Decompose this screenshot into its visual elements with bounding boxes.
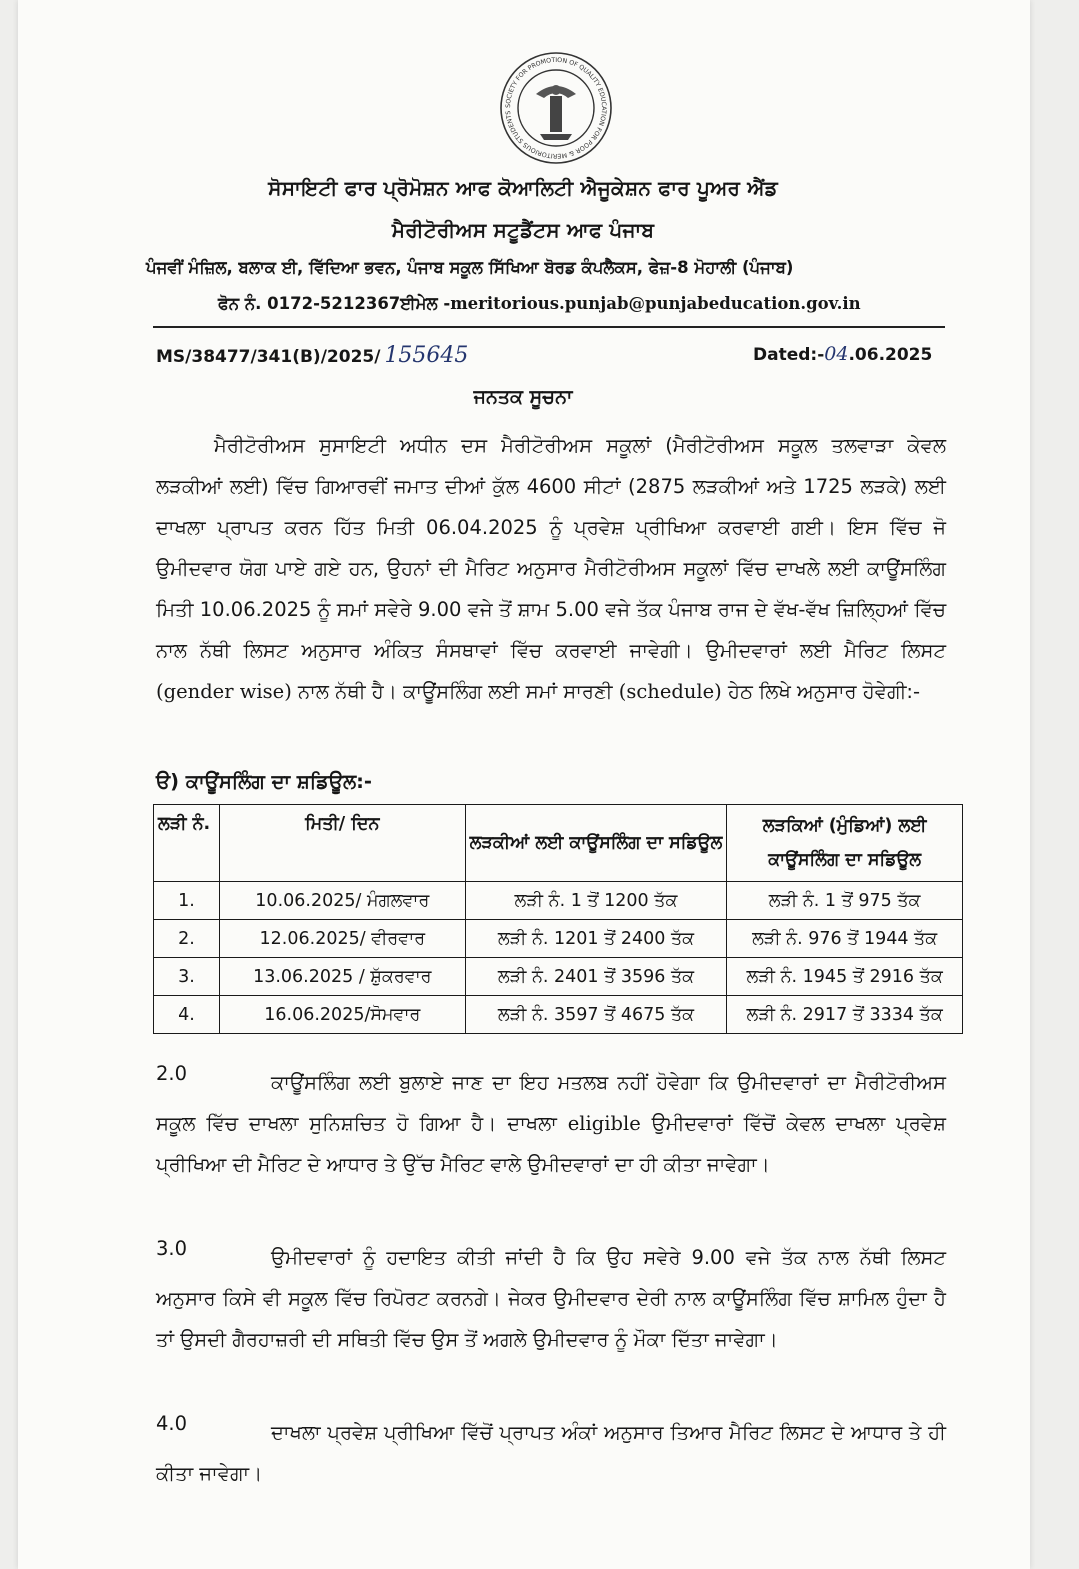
para1-gender: (gender wise) bbox=[156, 680, 292, 703]
table-row bbox=[154, 996, 963, 1034]
notice-paragraph-1 bbox=[156, 425, 946, 712]
table-row bbox=[154, 958, 963, 996]
section-2-eligible: eligible bbox=[567, 1112, 641, 1135]
cell-date: 13.06.2025 / ਸ਼ੁੱਕਰਵਾਰ bbox=[219, 958, 465, 996]
section-3-text: ਉਮੀਦਵਾਰਾਂ ਨੂੰ ਹਦਾਇਤ ਕੀਤੀ ਜਾਂਦੀ ਹੈ ਕਿ ਉਹ ਸਵੇਰੇ 9.00 ਵਜੇ ਤੱਕ ਨਾਲ ਨੱਥੀ ਲਿਸਟ ਅਨੁਸਾਰ ਕਿਸੇ ਵੀ ਸਕੂਲ ਵਿੱਚ ਰਿਪੋਰਟ ਕਰਨਗੇ। ਜੇਕਰ ਉਮੀਦਵਾਰ ਦੇਰੀ ਨਾਲ ਕਾਊਂਸਲਿੰਗ ਵਿੱਚ ਸ਼ਾਮਿਲ ਹੁੰਦਾ ਹੈ ਤਾਂ ਉਸਦੀ ਗੈਰਹਾਜ਼ਰੀ ਦੀ ਸਥਿਤੀ ਵਿੱਚ ਉਸ ਤੋਂ ਅਗਲੇ ਉਮੀਦਵਾਰ ਨੂੰ ਮੌਕਾ ਦਿੱਤਾ ਜਾਵੇਗਾ। bbox=[156, 1246, 946, 1351]
notice-title: ਜਨਤਕ ਸੂਚਨਾ bbox=[473, 386, 573, 408]
cell-serial: 3. bbox=[154, 958, 220, 996]
org-name-line2: ਮੈਰੀਟੋਰੀਅਸ ਸਟੂਡੈਂਟਸ ਆਫ ਪੰਜਾਬ bbox=[391, 218, 655, 242]
dated-printed: .06.2025 bbox=[848, 345, 933, 365]
col-date-day: ਮਿਤੀ/ ਦਿਨ bbox=[219, 805, 465, 882]
cell-serial: 1. bbox=[154, 882, 220, 920]
logo-ring-text: SOCIETY FOR PROMOTION OF QUALITY EDUCATION FOR POOR & MERITORIOUS STUDENTS bbox=[504, 56, 608, 160]
cell-date: 16.06.2025/ਸੋਮਵਾਰ bbox=[219, 996, 465, 1034]
org-address: ਪੰਜਵੀਂ ਮੰਜ਼ਿਲ, ਬਲਾਕ ਈ, ਵਿੱਦਿਆ ਭਵਨ, ਪੰਜਾਬ ਸਕੂਲ ਸਿੱਖਿਆ ਬੋਰਡ ਕੰਪਲੈਕਸ, ਫੇਜ਼-8 ਮੋਹਾਲੀ (ਪੰਜਾਬ) bbox=[146, 258, 794, 277]
cell-girls: ਲੜੀ ਨੰ. 1201 ਤੋਂ 2400 ਤੱਕ bbox=[465, 920, 727, 958]
cell-date: 12.06.2025/ ਵੀਰਵਾਰ bbox=[219, 920, 465, 958]
document-page bbox=[18, 0, 1030, 1569]
cell-boys: ਲੜੀ ਨੰ. 1945 ਤੋਂ 2916 ਤੱਕ bbox=[727, 958, 963, 996]
col-girls-schedule: ਲੜਕੀਆਂ ਲਈ ਕਾਊਂਸਲਿੰਗ ਦਾ ਸਡਿਊਲ bbox=[465, 805, 727, 882]
phone-label: ਫੋਨ ਨੰ. 0172-5212367ਈਮੇਲ - bbox=[218, 294, 451, 313]
email-address: meritorious.punjab@punjabeducation.gov.in bbox=[450, 294, 861, 313]
col-serial: ਲੜੀ ਨੰ. bbox=[154, 805, 220, 882]
section-2-text-b: ਉਮੀਦਵਾਰਾਂ ਵਿੱਚੋਂ ਕੇਵਲ ਦਾਖਲਾ ਪ੍ਰਵੇਸ਼ ਪ੍ਰੀਖਿਆ ਦੀ ਮੈਰਿਟ ਦੇ ਆਧਾਰ ਤੇ ਉੱਚ ਮੈਰਿਟ ਵਾਲੇ ਉਮੀਦਵਾਰਾਂ ਦਾ ਹੀ ਕੀਤਾ ਜਾਵੇਗਾ। bbox=[156, 1112, 946, 1176]
table-header-row bbox=[154, 805, 963, 882]
org-name-line1: ਸੋਸਾਇਟੀ ਫਾਰ ਪ੍ਰੋਮੋਸ਼ਨ ਆਫ ਕੋਆਲਿਟੀ ਐਜੂਕੇਸ਼ਨ ਫਾਰ ਪੂਅਰ ਐਂਡ bbox=[268, 176, 778, 200]
cell-date: 10.06.2025/ ਮੰਗਲਵਾਰ bbox=[219, 882, 465, 920]
reference-printed: MS/38477/341(B)/2025/ bbox=[156, 347, 381, 367]
section-2-text bbox=[156, 1062, 946, 1185]
dated-label: Dated:- bbox=[753, 345, 825, 365]
contact-line bbox=[218, 294, 861, 314]
cell-boys: ਲੜੀ ਨੰ. 1 ਤੋਂ 975 ਤੱਕ bbox=[727, 882, 963, 920]
reference-number bbox=[156, 343, 468, 368]
counselling-schedule-table bbox=[153, 804, 963, 1034]
table-row bbox=[154, 882, 963, 920]
table-row bbox=[154, 920, 963, 958]
section-4-text: ਦਾਖਲਾ ਪ੍ਰਵੇਸ਼ ਪ੍ਰੀਖਿਆ ਵਿੱਚੋਂ ਪ੍ਰਾਪਤ ਅੰਕਾਂ ਅਨੁਸਾਰ ਤਿਆਰ ਮੈਰਿਟ ਲਿਸਟ ਦੇ ਆਧਾਰ ਤੇ ਹੀ ਕੀਤਾ ਜਾਵੇਗਾ। bbox=[156, 1421, 946, 1485]
cell-girls: ਲੜੀ ਨੰ. 1 ਤੋਂ 1200 ਤੱਕ bbox=[465, 882, 727, 920]
cell-boys: ਲੜੀ ਨੰ. 2917 ਤੋਂ 3334 ਤੱਕ bbox=[727, 996, 963, 1034]
para1-text-b: ਨਾਲ ਨੱਥੀ ਹੈ। ਕਾਊਂਸਲਿੰਗ ਲਈ ਸਮਾਂ ਸਾਰਣੀ bbox=[291, 680, 619, 703]
para1-text-c: ਹੇਠ ਲਿਖੇ ਅਨੁਸਾਰ ਹੋਵੇਗੀ:- bbox=[721, 680, 921, 703]
para1-schedule: (schedule) bbox=[618, 680, 722, 703]
section-2-text-a: ਕਾਊਂਸਲਿੰਗ ਲਈ ਬੁਲਾਏ ਜਾਣ ਦਾ ਇਹ ਮਤਲਬ ਨਹੀਂ ਹੋਵੇਗਾ ਕਿ ਉਮੀਦਵਾਰਾਂ ਦਾ ਮੈਰੀਟੋਰੀਅਸ ਸਕੂਲ ਵਿੱਚ ਦਾਖਲਾ ਸੁਨਿਸ਼ਚਿਤ ਹੋ ਗਿਆ ਹੈ। ਦਾਖਲਾ bbox=[156, 1071, 946, 1135]
section-number-2: 2.0 bbox=[156, 1062, 188, 1085]
section-number-4: 4.0 bbox=[156, 1412, 188, 1435]
dated bbox=[753, 343, 932, 365]
dated-handwritten-day: 04 bbox=[824, 343, 849, 365]
col-boys-schedule: ਲੜਕਿਆਂ (ਮੁੰਡਿਆਂ) ਲਈ ਕਾਊਂਸਲਿੰਗ ਦਾ ਸਡਿਊਲ bbox=[727, 805, 963, 882]
reference-handwritten: 155645 bbox=[384, 343, 469, 368]
cell-girls: ਲੜੀ ਨੰ. 3597 ਤੋਂ 4675 ਤੱਕ bbox=[465, 996, 727, 1034]
schedule-heading: ੳ) ਕਾਊਂਸਲਿੰਗ ਦਾ ਸ਼ਡਿਊਲ:- bbox=[156, 770, 373, 793]
cell-girls: ਲੜੀ ਨੰ. 2401 ਤੋਂ 3596 ਤੱਕ bbox=[465, 958, 727, 996]
cell-serial: 4. bbox=[154, 996, 220, 1034]
society-emblem-icon bbox=[498, 50, 614, 166]
header-divider bbox=[153, 326, 945, 328]
cell-serial: 2. bbox=[154, 920, 220, 958]
cell-boys: ਲੜੀ ਨੰ. 976 ਤੋਂ 1944 ਤੱਕ bbox=[727, 920, 963, 958]
para1-text-a: ਮੈਰੀਟੋਰੀਅਸ ਸੁਸਾਇਟੀ ਅਧੀਨ ਦਸ ਮੈਰੀਟੋਰੀਅਸ ਸਕੂਲਾਂ (ਮੈਰੀਟੋਰੀਅਸ ਸਕੂਲ ਤਲਵਾੜਾ ਕੇਵਲ ਲੜਕੀਆਂ ਲਈ) ਵਿੱਚ ਗਿਆਰਵੀਂ ਜਮਾਤ ਦੀਆਂ ਕੁੱਲ 4600 ਸੀਟਾਂ (2875 ਲੜਕੀਆਂ ਅਤੇ 1725 ਲੜਕੇ) ਲਈ ਦਾਖਲਾ ਪ੍ਰਾਪਤ ਕਰਨ ਹਿੱਤ ਮਿਤੀ 06.04.2025 ਨੂੰ ਪ੍ਰਵੇਸ਼ ਪ੍ਰੀਖਿਆ ਕਰਵਾਈ ਗਈ। ਇਸ ਵਿੱਚ ਜੋ ਉਮੀਦਵਾਰ ਯੋਗ ਪਾਏ ਗਏ ਹਨ, ਉਹਨਾਂ ਦੀ ਮੈਰਿਟ ਅਨੁਸਾਰ ਮੈਰੀਟੋਰੀਅਸ ਸਕੂਲਾਂ ਵਿੱਚ ਦਾਖਲੇ ਲਈ ਕਾਊਂਸਲਿੰਗ ਮਿਤੀ 10.06.2025 ਨੂੰ ਸਮਾਂ ਸਵੇਰੇ 9.00 ਵਜੇ ਤੋਂ ਸ਼ਾਮ 5.00 ਵਜੇ ਤੱਕ ਪੰਜਾਬ ਰਾਜ ਦੇ ਵੱਖ-ਵੱਖ ਜ਼ਿਲ੍ਹਿਆਂ ਵਿੱਚ ਨਾਲ ਨੱਥੀ ਲਿਸਟ ਅਨੁਸਾਰ ਅੰਕਿਤ ਸੰਸਥਾਵਾਂ ਵਿੱਚ ਕਰਵਾਈ ਜਾਵੇਗੀ। ਉਮੀਦਵਾਰਾਂ ਲਈ ਮੈਰਿਟ ਲਿਸਟ bbox=[156, 434, 946, 662]
section-number-3: 3.0 bbox=[156, 1237, 188, 1260]
